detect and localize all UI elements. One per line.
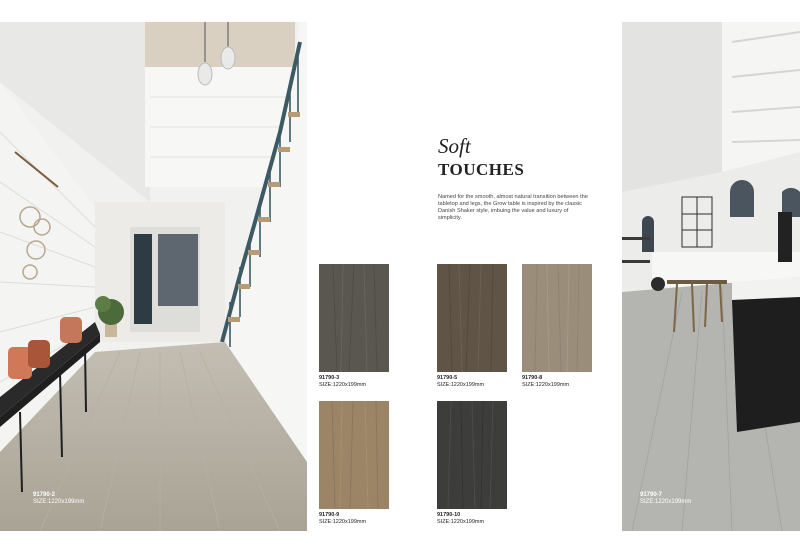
swatch-91790-10 [437,401,507,509]
hallway-room-photo [0,22,307,531]
swatch-label [437,512,484,526]
swatch-code: 91790-10 [437,512,461,518]
swatch-code: 91790-5 [437,375,458,381]
swatch-label [437,375,484,389]
right-photo-code: 91790-7 [640,492,663,498]
heading-touches: TOUCHES [438,160,525,179]
swatch-code: 91790-3 [319,375,340,381]
swatch-size: SIZE:1220x199mm [437,519,485,525]
swatch-size: SIZE:1220x199mm [437,382,485,388]
heading-soft: Soft [438,134,471,158]
swatch-size: SIZE:1220x199mm [319,382,367,388]
swatch-code: 91790-9 [319,512,340,518]
left-photo-code: 91790-2 [33,492,56,498]
kitchen-room-photo [622,22,800,531]
swatch-91790-9 [319,401,389,509]
swatch-91790-5 [437,264,507,372]
swatch-size: SIZE:1220x199mm [522,382,570,388]
left-photo-caption [33,492,84,506]
intro-paragraph: Named for the smooth, almost natural transition between the tabletop and legs, the Grow table is inspired by the classic Danish Shaker style, imbuing the value and luxury of simplicity. [438,194,588,221]
swatch-size: SIZE:1220x199mm [319,519,367,525]
swatch-label [319,375,366,389]
right-photo-size: SIZE:1220x199mm [640,499,692,505]
swatch-label [319,512,366,526]
swatch-label [522,375,569,389]
swatch-code: 91790-8 [522,375,543,381]
swatch-91790-8 [522,264,592,372]
left-photo-size: SIZE:1220x199mm [33,499,85,505]
swatch-91790-3 [319,264,389,372]
right-photo-caption [640,492,691,506]
